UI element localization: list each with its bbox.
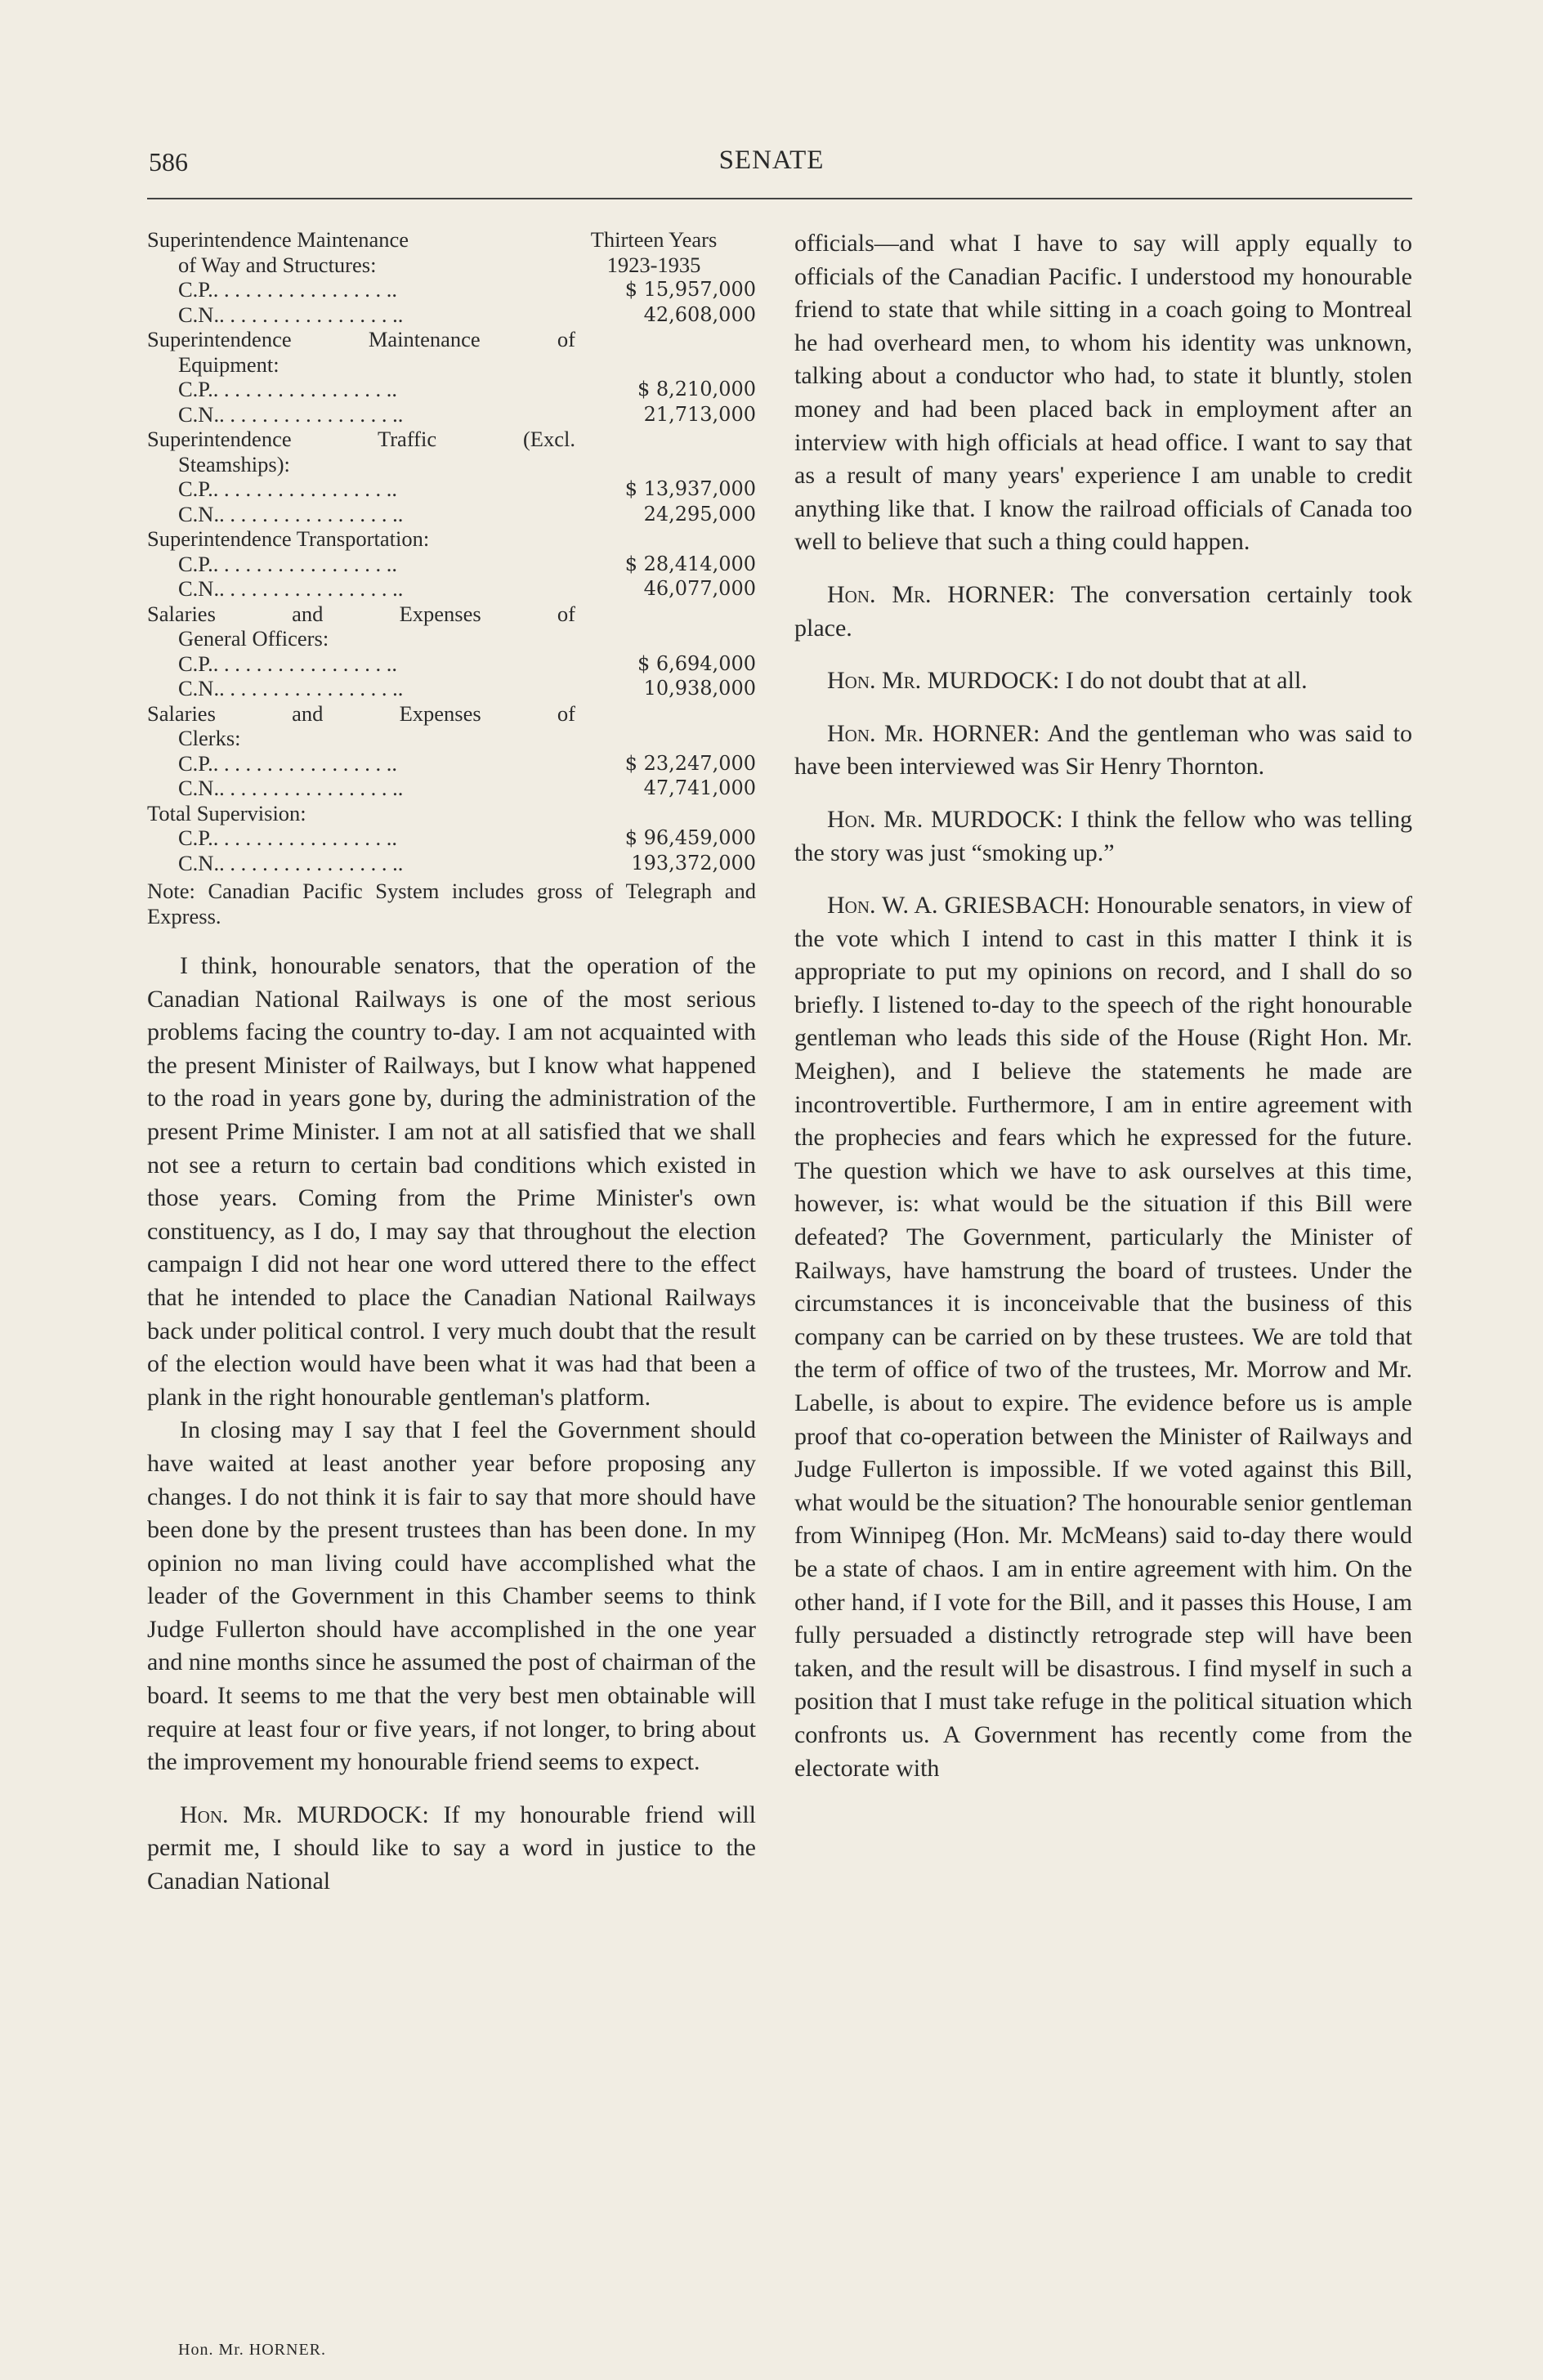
speaker-name: Hon. Mr. MURDOCK:	[827, 805, 1063, 833]
stats-row-label: C.P.. . . . . . . . . . . . . . . . ..	[178, 825, 397, 850]
stats-value-row	[147, 676, 756, 701]
stats-group-label-cont: Clerks:	[178, 726, 241, 750]
stats-row-value: 46,077,000	[643, 577, 756, 600]
stats-row-label: C.P.. . . . . . . . . . . . . . . . ..	[178, 277, 397, 302]
speaker-name: Hon. Mr. MURDOCK:	[827, 667, 1060, 695]
stats-value-row	[147, 751, 756, 776]
stats-row-value: $ 28,414,000	[624, 552, 756, 575]
stats-value-row	[147, 302, 756, 328]
left-column	[147, 227, 756, 1899]
stats-group-label: Superintendence Traffic (Excl.	[147, 427, 575, 451]
stats-row-value: $ 6,694,000	[637, 651, 756, 675]
stats-value-row	[147, 502, 756, 527]
stats-group-label: Total Supervision:	[147, 800, 306, 825]
stats-row-label: C.N.. . . . . . . . . . . . . . . . ..	[178, 676, 404, 700]
speaker-name: Hon. W. A. GRIESBACH:	[827, 892, 1090, 919]
stats-group-label-cont: General Officers:	[178, 626, 329, 651]
stats-heading-row	[147, 227, 756, 253]
stats-row-label: C.P.. . . . . . . . . . . . . . . . ..	[178, 377, 397, 401]
stats-value-row	[147, 476, 756, 502]
speech-text: Honourable senators, in view of the vote which I intend to cast in this matter I think it is appropriate to put my opinions on record, and I shall do so briefly. I listened to-day to the speech of the right honourable gentleman who leads this side of the House (Right Hon. Mr. Meighen), and I believe the statements he made are incontrovertible. Furthermore, I am in entire agreement with the prophecies and fears which he expressed for the future. The question which we have to ask ourselves at this time, however, is: what would be the situation if this Bill were defeated? The Government, particularly the Minister of Railways, have hamstrung the board of trustees. Under the circumstances it is inconceivable that the business of this company can be carried on by these trustees. We are told that the term of office of two of the trustees, Mr. Morrow and Mr. Labelle, is about to expire. The evidence before us is ample proof that co-operation between the Minister of Railways and Judge Fullerton is impossible. If we voted against this Bill, what would be the situation? The honourable senior gentleman from Winnipeg (Hon. Mr. McMeans) said to-day there would be a state of chaos. I am in entire agreement with him. On the other hand, if I vote for the Bill, and it passes this House, I am fully persuaded a distinctly retrograde step will have been taken, and the result will be disastrous. I find myself in such a position that I must take refuge in the political situation which confronts us. A Government has recently come from the electorate with	[794, 892, 1413, 1782]
running-head: SENATE	[718, 145, 825, 175]
page-number: 586	[149, 147, 188, 177]
stats-row-value: 24,295,000	[643, 502, 756, 526]
speech	[794, 718, 1412, 784]
stats-row-value: $ 96,459,000	[624, 826, 756, 849]
stats-group-label: Superintendence Transportation:	[147, 526, 430, 551]
stats-note: Note: Canadian Pacific System includes gross of Telegraph and Express.	[147, 879, 756, 928]
stats-years-heading: Thirteen Years	[590, 227, 718, 252]
stats-row-label: C.P.. . . . . . . . . . . . . . . . ..	[178, 476, 397, 501]
running-foot: Hon. Mr. HORNER.	[178, 2341, 327, 2359]
stats-row-value: $ 8,210,000	[637, 378, 756, 400]
stats-row-value: $ 13,937,000	[624, 477, 756, 500]
stats-value-row	[147, 402, 756, 427]
stats-row-label: C.N.. . . . . . . . . . . . . . . . ..	[178, 776, 404, 800]
stats-row-value: $ 15,957,000	[624, 278, 756, 301]
speaker-name: Hon. Mr. HORNER:	[827, 580, 1056, 608]
speech-text: The conversation certainly took place.	[794, 580, 1412, 642]
stats-value-row	[147, 776, 756, 801]
paragraph: officials—and what I have to say will apply equally to officials of the Canadian Pacific. I understood my honourable friend to state that while sitting in a coach going to Montreal he had overheard men, to whom his identity was unknown, talking about a conductor who had, to state it bluntly, stolen money and had been placed back in employment after an interview with high officials at head office. I want to say that as a result of many years' experience I am unable to credit anything like that. I know the railroad officials of Canada too well to believe that such a thing could happen.	[794, 230, 1412, 556]
paragraph: I think, honourable senators, that the operation of the Canadian National Railways is one of the most serious problems facing the country to-day. I am not acquainted with the present Minister of Railways, but I know what happened to the road in years gone by, during the administration of the present Prime Minister. I am not at all satisfied that we shall not see a return to certain bad conditions which existed in those years. Coming from the Prime Minister's own constituency, as I do, I may say that throughout the election campaign I did not hear one word uttered there to the effect that he intended to place the Canadian National Railways back under political control. I very much doubt that the result of the election would have been what it was had that been a plank in the right honourable gentleman's platform.	[147, 952, 756, 1411]
speech	[794, 579, 1412, 645]
stats-group-label: Salaries and Expenses of	[147, 700, 575, 726]
paragraph: In closing may I say that I feel the Government should have waited at least another year before proposing any changes. I do not think it is fair to say that more should have been done by the present trustees than has been done. In my opinion no man living could have accomplished what the leader of the Government in this Chamber seems to think Judge Fullerton should have accomplished in the one year and nine months since he assumed the post of chairman of the board. It seems to me that the very best men obtainable will require at least four or five years, if not longer, to bring about the improvement my honourable friend seems to expect.	[147, 1416, 756, 1776]
stats-value-row	[147, 851, 756, 876]
stats-row-label: C.P.. . . . . . . . . . . . . . . . ..	[178, 651, 397, 676]
stats-value-row	[147, 651, 756, 677]
stats-row-label: C.P.. . . . . . . . . . . . . . . . ..	[178, 551, 397, 576]
stats-group-label-cont: Equipment:	[178, 351, 280, 377]
stats-heading-row-2	[147, 253, 756, 278]
stats-row-label: C.N.. . . . . . . . . . . . . . . . ..	[178, 501, 404, 526]
speech	[147, 1799, 756, 1899]
stats-heading-cont: of Way and Structures:	[178, 252, 377, 277]
speeches	[794, 579, 1412, 1785]
right-column	[794, 227, 1412, 1785]
speech-text: I do not doubt that at all.	[1065, 667, 1308, 695]
stats-row-value: 10,938,000	[643, 677, 756, 700]
stats-row-label: C.N.. . . . . . . . . . . . . . . . ..	[178, 576, 404, 601]
stats-group-label-cont: Steamships):	[178, 451, 290, 476]
stats-value-row	[147, 825, 756, 851]
stats-row-value: 42,608,000	[643, 302, 756, 326]
stats-heading: Superintendence Maintenance	[147, 227, 409, 252]
stats-value-row	[147, 576, 756, 602]
stats-years-range: 1923-1935	[606, 252, 701, 277]
speech	[794, 889, 1412, 1785]
header-rule	[147, 198, 1412, 199]
stats-row-value: $ 23,247,000	[624, 751, 756, 775]
stats-value-row	[147, 277, 756, 302]
stats-value-row	[147, 377, 756, 402]
stats-row-value: 47,741,000	[643, 776, 756, 799]
stats-groups	[147, 327, 756, 875]
stats-row-label: C.P.. . . . . . . . . . . . . . . . ..	[178, 750, 397, 776]
speech	[794, 803, 1412, 870]
stats-value-row	[147, 552, 756, 577]
speech-text: I think the fellow who was telling the story was just “smoking up.”	[794, 805, 1412, 866]
speaker-name: Hon. Mr. MURDOCK:	[180, 1801, 429, 1828]
stats-row-value: 193,372,000	[631, 851, 756, 875]
speech-text: If my honourable friend will permit me, I should like to say a word in justice to the Canadian National	[147, 1801, 757, 1895]
speech-text: And the gentleman who was said to have been interviewed was Sir Henry Thornton.	[794, 719, 1412, 781]
stats-table	[147, 227, 756, 928]
speaker-name: Hon. Mr. HORNER:	[827, 719, 1040, 747]
stats-row-value: 21,713,000	[643, 402, 756, 426]
stats-row-label: C.N.. . . . . . . . . . . . . . . . ..	[178, 401, 404, 427]
stats-group-label: Salaries and Expenses of	[147, 601, 575, 626]
stats-group-label: Superintendence Maintenance of	[147, 327, 575, 351]
speech	[794, 664, 1412, 698]
stats-row-label: C.N.. . . . . . . . . . . . . . . . ..	[178, 850, 404, 875]
stats-row-label: C.N.. . . . . . . . . . . . . . . . ..	[178, 302, 404, 327]
